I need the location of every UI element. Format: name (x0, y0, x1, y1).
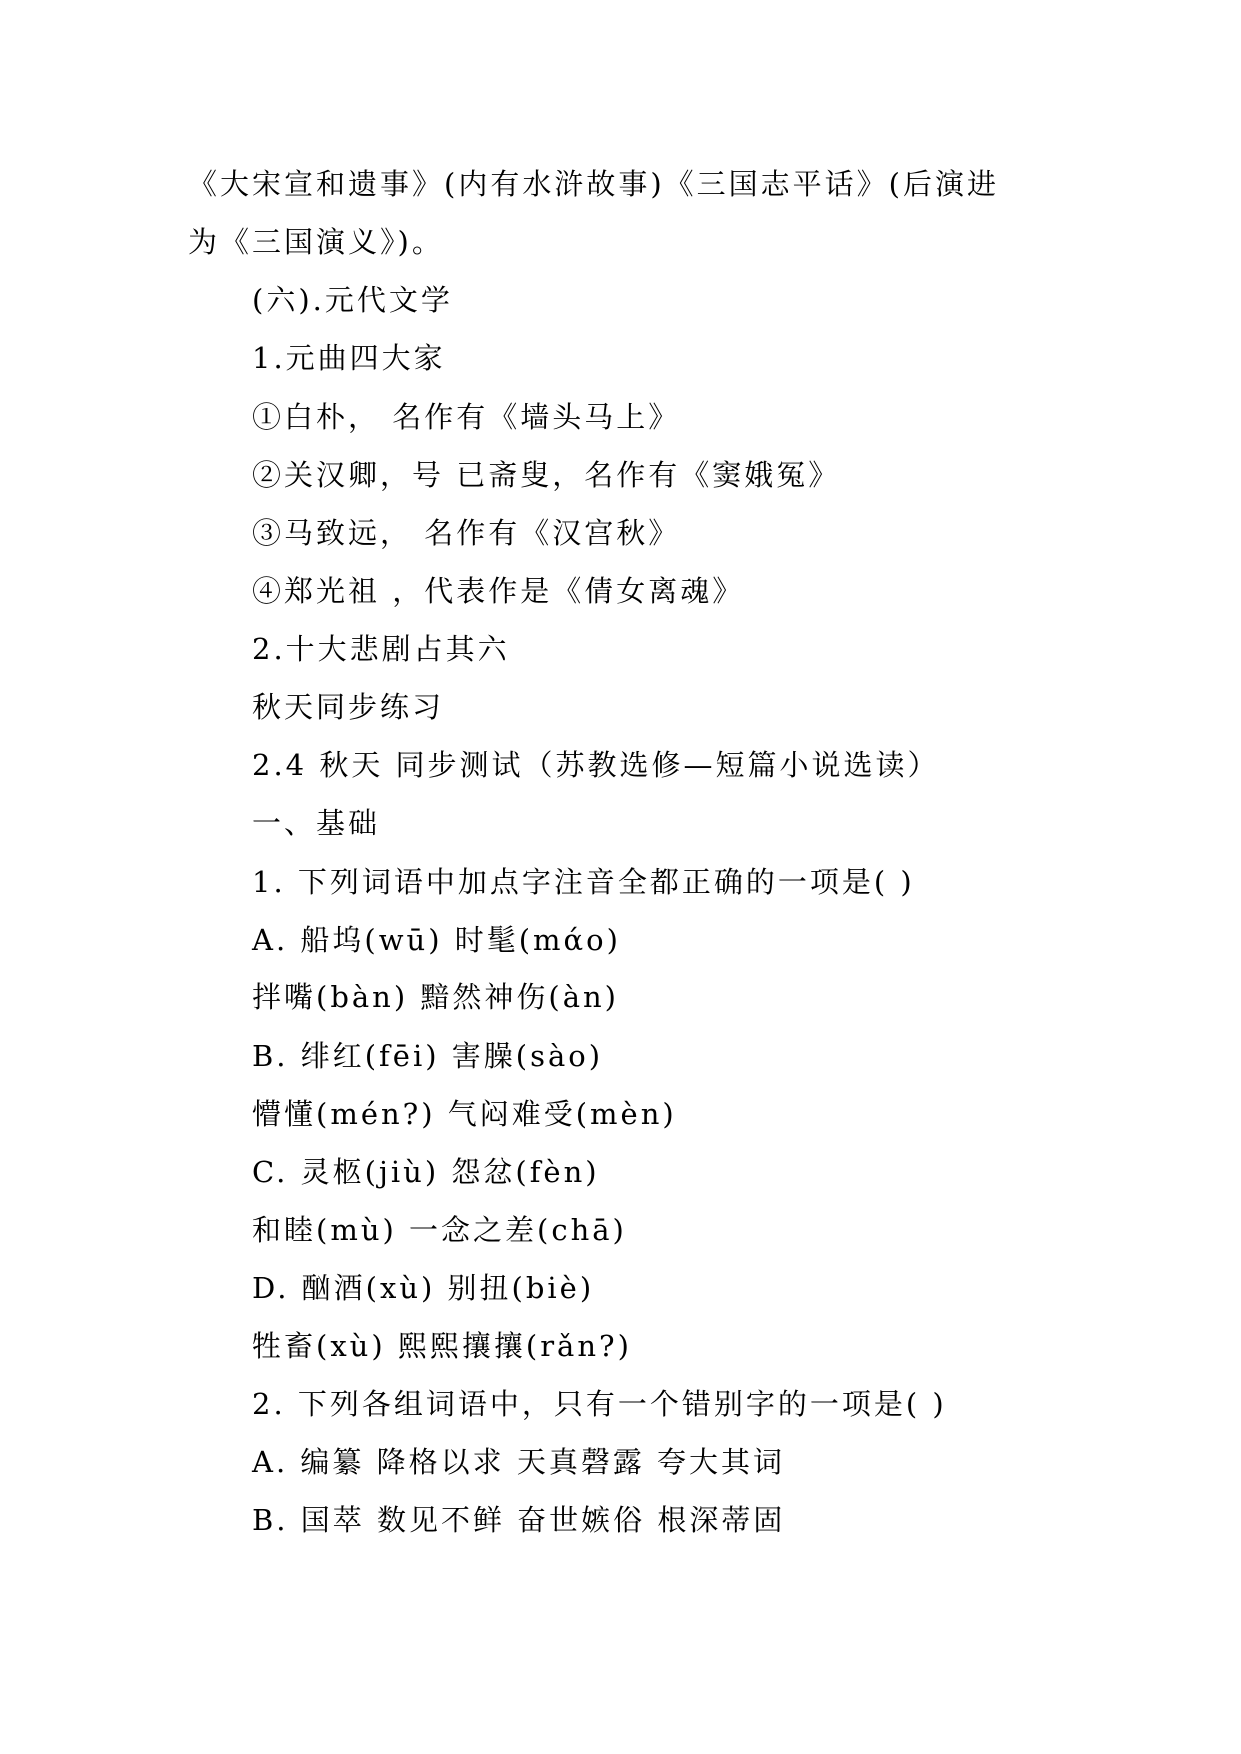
option-c: C. 灵柩(jiù) 怨忿(fèn) (252, 1155, 600, 1189)
exercise-title: 秋天同步练习 (252, 690, 445, 724)
question-2: 2. 下列各组词语中，只有一个错别字的一项是( ) (252, 1387, 947, 1421)
section-heading: (六).元代文学 (252, 283, 453, 317)
option-d-continued: 牲畜(xù) 熙熙攘攘(rǎn?) (252, 1329, 632, 1363)
option-a-continued: 拌嘴(bàn) 黯然神伤(àn) (252, 980, 619, 1014)
subsection-heading: 2.十大悲剧占其六 (252, 632, 510, 666)
list-item: ②关汉卿，号 已斋叟，名作有《窦娥冤》 (252, 458, 841, 492)
list-item: ①白朴， 名作有《墙头马上》 (252, 400, 681, 434)
option-b: B. 国萃 数见不鲜 奋世嫉俗 根深蒂固 (252, 1503, 786, 1537)
question-1: 1. 下列词语中加点字注音全都正确的一项是( ) (252, 865, 915, 899)
option-d: D. 酗酒(xù) 别扭(biè) (252, 1271, 595, 1305)
option-b-continued: 懵懂(mén?) 气闷难受(mèn) (252, 1097, 677, 1131)
text-line: 《大宋宣和遗事》(内有水浒故事)《三国志平话》(后演进 (188, 167, 999, 201)
exercise-subtitle: 2.4 秋天 同步测试（苏教选修—短篇小说选读） (252, 748, 940, 782)
subsection-heading: 1.元曲四大家 (252, 341, 446, 375)
part-heading: 一、基础 (252, 806, 381, 840)
list-item: ③马致远， 名作有《汉宫秋》 (252, 516, 681, 550)
option-c-continued: 和睦(mù) 一念之差(chā) (252, 1213, 627, 1247)
list-item: ④郑光祖 ，代表作是《倩女离魂》 (252, 574, 745, 608)
option-a: A. 编纂 降格以求 天真磬露 夸大其词 (252, 1445, 786, 1479)
text-line: 为《三国演义》)。 (188, 225, 444, 259)
option-a: A. 船坞(wū) 时髦(mάo) (252, 923, 621, 957)
option-b: B. 绯红(fēi) 害臊(sào) (252, 1039, 604, 1073)
